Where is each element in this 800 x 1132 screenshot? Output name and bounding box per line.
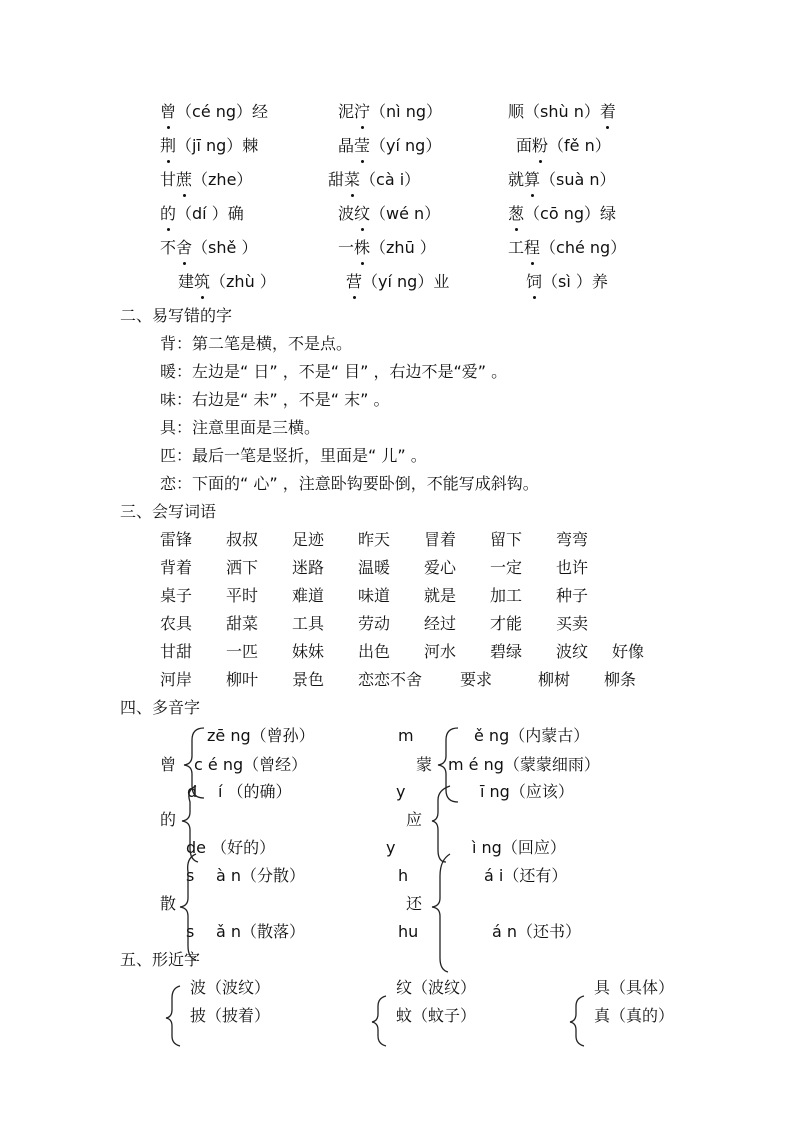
vocab-word: 加工 xyxy=(490,586,523,605)
reading-text: ě ng（内蒙古） xyxy=(474,726,590,745)
vocab-word: 工具 xyxy=(292,614,325,633)
pinyin-item-4-1: 的（dí ）确 xyxy=(160,204,244,223)
reading-initial: m xyxy=(398,726,414,745)
vocab-word: 恋恋不舍 xyxy=(358,670,423,689)
reading-text: á n（还书） xyxy=(492,922,582,941)
reading-text: c é ng（曾经） xyxy=(194,755,308,774)
vocab-word: 留下 xyxy=(490,530,523,549)
note-line: 匹：最后一笔是竖折，里面是“ 儿” 。 xyxy=(160,446,427,465)
brace-similar-1 xyxy=(166,986,180,1046)
vocab-word: 足迹 xyxy=(292,530,325,549)
vocab-word: 迷路 xyxy=(292,558,325,577)
vocab-word: 平时 xyxy=(226,586,259,605)
vocab-word: 柳叶 xyxy=(226,670,259,689)
vocab-word: 好像 xyxy=(612,642,645,661)
reading-initial: d xyxy=(187,782,198,801)
reading-text: í （的确） xyxy=(218,782,292,801)
brace-san xyxy=(180,854,196,960)
similar-char-pair: 蚊（蚊子） xyxy=(396,1006,477,1025)
polyphonic-char: 散 xyxy=(160,894,177,913)
vocab-word: 经过 xyxy=(424,614,457,633)
reading-initial: hu xyxy=(398,922,419,941)
note-line: 背：第二笔是横，不是点。 xyxy=(160,334,353,353)
polyphonic-char: 曾 xyxy=(160,755,177,774)
note-line: 恋：下面的“ 心” ，注意卧钩要卧倒，不能写成斜钩。 xyxy=(160,474,539,493)
vocab-word: 甘甜 xyxy=(160,642,193,661)
reading-initial: s xyxy=(186,866,195,885)
pinyin-item-3-1: 甘蔗（zhe） xyxy=(160,170,253,189)
section-heading: 二、易写错的字 xyxy=(120,306,233,325)
reading-initial: y xyxy=(396,782,406,801)
vocab-word: 一定 xyxy=(490,558,523,577)
reading-text: à n（分散） xyxy=(216,866,306,885)
vocab-word: 就是 xyxy=(424,586,457,605)
vocab-word: 洒下 xyxy=(226,558,259,577)
pinyin-item-1-3: 顺（shù n）着 xyxy=(508,102,616,121)
vocab-word: 景色 xyxy=(292,670,325,689)
vocab-word: 味道 xyxy=(358,586,391,605)
vocab-word: 碧绿 xyxy=(490,642,523,661)
pinyin-item-4-2: 波纹（wé n） xyxy=(338,204,441,223)
similar-char-pair: 真（真的） xyxy=(594,1006,675,1025)
vocab-word: 河岸 xyxy=(160,670,193,689)
vocab-word: 一匹 xyxy=(226,642,259,661)
vocab-word: 波纹 xyxy=(556,642,589,661)
polyphonic-char: 应 xyxy=(406,810,423,829)
similar-char-pair: 具（具体） xyxy=(594,978,675,997)
vocab-word: 妹妹 xyxy=(292,642,325,661)
reading-text: de （好的） xyxy=(186,838,276,857)
reading-text: m é ng（蒙蒙细雨） xyxy=(448,755,600,774)
brace-similar-2 xyxy=(372,996,386,1046)
vocab-word: 才能 xyxy=(490,614,523,633)
note-line: 暖：左边是“ 日” ，不是“ 目” ，右边不是“爱” 。 xyxy=(160,362,508,381)
vocab-word: 桌子 xyxy=(160,586,193,605)
pinyin-item-3-2: 甜菜（cà i） xyxy=(328,170,421,189)
vocab-word: 要求 xyxy=(460,670,493,689)
note-line: 味：右边是“ 未” ，不是“ 末” 。 xyxy=(160,390,390,409)
pinyin-item-5-1: 不舍（shě ） xyxy=(160,238,258,257)
vocab-word: 爱心 xyxy=(424,558,457,577)
brace-de xyxy=(182,786,198,862)
vocab-word: 劳动 xyxy=(358,614,391,633)
vocab-word: 温暖 xyxy=(358,558,391,577)
similar-char-pair: 波（波纹） xyxy=(190,978,271,997)
pinyin-item-6-1: 建筑（zhù ） xyxy=(178,272,276,291)
polyphonic-char: 蒙 xyxy=(416,755,433,774)
vocab-word: 雷锋 xyxy=(160,530,193,549)
pinyin-item-3-3: 就算（suà n） xyxy=(508,170,616,189)
vocab-word: 冒着 xyxy=(424,530,457,549)
reading-initial: h xyxy=(398,866,409,885)
reading-text: ǎ n（散落） xyxy=(216,922,306,941)
vocab-word: 难道 xyxy=(292,586,325,605)
vocab-word: 农具 xyxy=(160,614,193,633)
pinyin-item-2-3: 面粉（fě n） xyxy=(516,136,611,155)
brace-huan xyxy=(432,854,450,972)
pinyin-item-1-1: 曾（cé ng）经 xyxy=(160,102,269,121)
pinyin-item-6-3: 饲（sì ）养 xyxy=(526,272,608,291)
note-line: 具：注意里面是三横。 xyxy=(160,418,321,437)
brace-similar-3 xyxy=(570,996,584,1046)
vocab-word: 叔叔 xyxy=(226,530,259,549)
pinyin-item-6-2: 营（yí ng）业 xyxy=(346,272,450,291)
section-heading: 三、会写词语 xyxy=(120,502,217,521)
polyphonic-char: 的 xyxy=(160,810,177,829)
reading-text: ī ng（应该） xyxy=(480,782,574,801)
similar-char-pair: 披（披着） xyxy=(190,1006,271,1025)
reading-text: ì ng（回应） xyxy=(472,838,566,857)
reading-initial: y xyxy=(386,838,396,857)
vocab-word: 也许 xyxy=(556,558,589,577)
section-heading: 四、多音字 xyxy=(120,698,201,717)
vocab-word: 河水 xyxy=(424,642,457,661)
pinyin-item-5-2: 一株（zhū ） xyxy=(338,238,436,257)
pinyin-item-5-3: 工程（ché ng） xyxy=(508,238,627,257)
pinyin-item-2-1: 荆（jī ng）棘 xyxy=(160,136,259,155)
pinyin-item-2-2: 晶莹（yí ng） xyxy=(338,136,442,155)
reading-text: á i（还有） xyxy=(484,866,568,885)
reading-initial: s xyxy=(186,922,195,941)
vocab-word: 甜菜 xyxy=(226,614,259,633)
vocab-word: 柳树 xyxy=(538,670,571,689)
vocab-word: 买卖 xyxy=(556,614,589,633)
vocab-word: 柳条 xyxy=(604,670,637,689)
polyphonic-char: 还 xyxy=(406,894,423,913)
vocab-word: 背着 xyxy=(160,558,193,577)
pinyin-item-1-2: 泥泞（nì ng） xyxy=(338,102,443,121)
section-heading: 五、形近字 xyxy=(120,950,201,969)
vocab-word: 弯弯 xyxy=(556,530,589,549)
vocab-word: 出色 xyxy=(358,642,391,661)
similar-char-pair: 纹（波纹） xyxy=(396,978,477,997)
vocab-word: 种子 xyxy=(556,586,589,605)
pinyin-item-4-3: 葱（cō ng）绿 xyxy=(508,204,616,223)
vocab-word: 昨天 xyxy=(358,530,391,549)
reading-text: zē ng（曾孙） xyxy=(207,726,315,745)
